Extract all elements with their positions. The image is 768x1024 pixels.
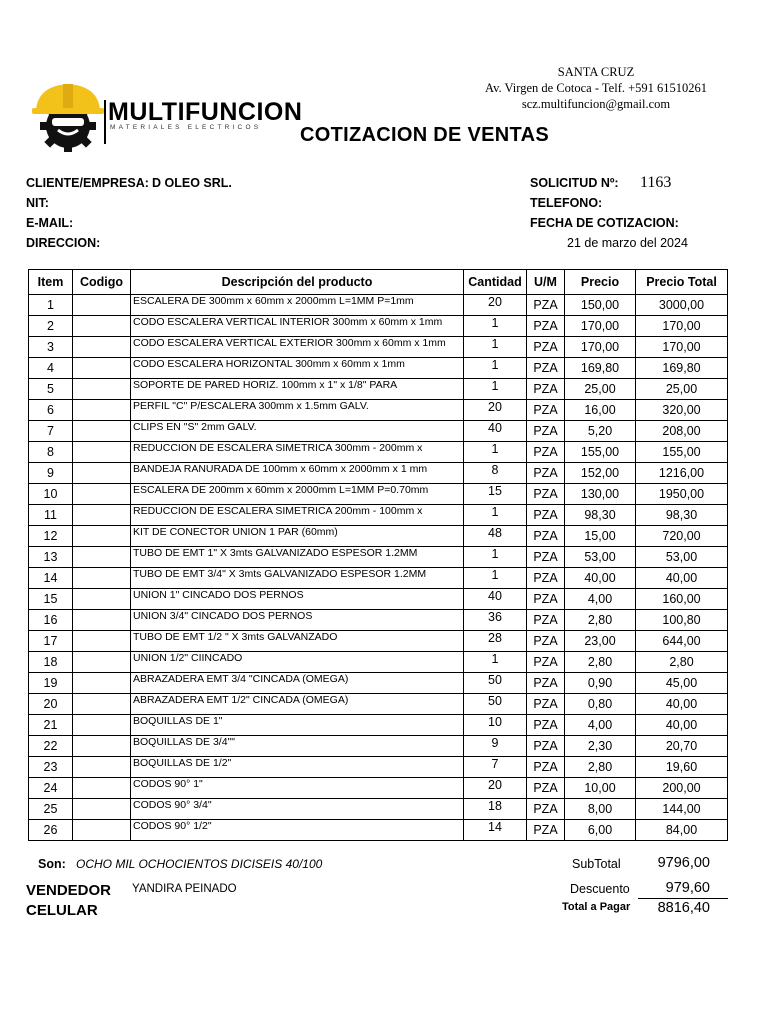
brand-divider [104, 100, 106, 144]
cell-item: 18 [29, 652, 73, 673]
cell-unit: PZA [527, 694, 565, 715]
cell-code [73, 799, 131, 820]
cell-price: 98,30 [565, 505, 636, 526]
document-title: COTIZACION DE VENTAS [300, 124, 549, 146]
cell-price: 2,80 [565, 757, 636, 778]
table-row [29, 694, 728, 715]
table-row [29, 505, 728, 526]
header-quantity: Cantidad [464, 270, 527, 295]
table-row [29, 295, 728, 316]
cell-quantity: 15 [464, 484, 527, 505]
cell-unit: PZA [527, 358, 565, 379]
cell-description: REDUCCION DE ESCALERA SIMETRICA 300mm - 200mm x [131, 442, 464, 463]
table-row [29, 442, 728, 463]
cell-description: BANDEJA RANURADA DE 100mm x 60mm x 2000mm x 1 mm [131, 463, 464, 484]
cell-code [73, 610, 131, 631]
cell-item: 17 [29, 631, 73, 652]
cell-total: 53,00 [636, 547, 728, 568]
cell-quantity: 1 [464, 316, 527, 337]
cell-code [73, 631, 131, 652]
cell-code [73, 526, 131, 547]
cell-price: 150,00 [565, 295, 636, 316]
cell-total: 320,00 [636, 400, 728, 421]
cell-code [73, 568, 131, 589]
cell-unit: PZA [527, 652, 565, 673]
table-row [29, 337, 728, 358]
subtotal-value: 9796,00 [657, 855, 710, 871]
cell-total: 25,00 [636, 379, 728, 400]
header-total: Precio Total [636, 270, 728, 295]
cell-total: 720,00 [636, 526, 728, 547]
cell-description: SOPORTE DE PARED HORIZ. 100mm x 1" x 1/8" PARA [131, 379, 464, 400]
table-row [29, 673, 728, 694]
cell-unit: PZA [527, 631, 565, 652]
cell-code [73, 694, 131, 715]
cell-unit: PZA [527, 799, 565, 820]
cell-description: REDUCCION DE ESCALERA SIMETRICA 200mm - 100mm x [131, 505, 464, 526]
cell-price: 6,00 [565, 820, 636, 841]
cell-total: 644,00 [636, 631, 728, 652]
cell-description: KIT DE CONECTOR UNION 1 PAR (60mm) [131, 526, 464, 547]
cell-unit: PZA [527, 736, 565, 757]
cell-description: PERFIL "C" P/ESCALERA 300mm x 1.5mm GALV. [131, 400, 464, 421]
cell-quantity: 50 [464, 694, 527, 715]
cell-description: ABRAZADERA EMT 3/4 "CINCADA (OMEGA) [131, 673, 464, 694]
cell-price: 40,00 [565, 568, 636, 589]
cell-quantity: 20 [464, 778, 527, 799]
cell-total: 144,00 [636, 799, 728, 820]
cell-unit: PZA [527, 568, 565, 589]
cell-price: 170,00 [565, 337, 636, 358]
table-row [29, 484, 728, 505]
nit-label: NIT: [26, 196, 49, 210]
table-row [29, 652, 728, 673]
cell-item: 19 [29, 673, 73, 694]
table-row [29, 568, 728, 589]
cell-total: 208,00 [636, 421, 728, 442]
email-label: E-MAIL: [26, 216, 74, 230]
cell-unit: PZA [527, 421, 565, 442]
table-row [29, 358, 728, 379]
cell-quantity: 50 [464, 673, 527, 694]
cell-total: 84,00 [636, 820, 728, 841]
cell-unit: PZA [527, 715, 565, 736]
cell-quantity: 18 [464, 799, 527, 820]
cell-unit: PZA [527, 820, 565, 841]
subtotal-label: SubTotal [572, 857, 621, 871]
cell-code [73, 337, 131, 358]
cell-description: TUBO DE EMT 1" X 3mts GALVANIZADO ESPESOR 1.2MM [131, 547, 464, 568]
cell-item: 23 [29, 757, 73, 778]
table-row [29, 778, 728, 799]
cell-price: 0,80 [565, 694, 636, 715]
cell-description: CODOS 90° 3/4" [131, 799, 464, 820]
cell-code [73, 589, 131, 610]
cell-price: 25,00 [565, 379, 636, 400]
cell-code [73, 547, 131, 568]
client-label: CLIENTE/EMPRESA: [26, 176, 149, 190]
cell-price: 15,00 [565, 526, 636, 547]
cell-total: 200,00 [636, 778, 728, 799]
cell-unit: PZA [527, 379, 565, 400]
cell-description: ESCALERA DE 300mm x 60mm x 2000mm L=1MM P=1mm [131, 295, 464, 316]
cell-label: CELULAR [26, 902, 98, 919]
cell-quantity: 1 [464, 358, 527, 379]
cell-unit: PZA [527, 442, 565, 463]
brand-tagline: MATERIALES ELECTRICOS [110, 124, 262, 131]
cell-quantity: 36 [464, 610, 527, 631]
cell-price: 2,80 [565, 610, 636, 631]
cell-quantity: 8 [464, 463, 527, 484]
cell-quantity: 20 [464, 295, 527, 316]
cell-item: 24 [29, 778, 73, 799]
client-value: D OLEO SRL. [152, 176, 232, 190]
cell-price: 8,00 [565, 799, 636, 820]
cell-description: CODO ESCALERA VERTICAL INTERIOR 300mm x 60mm x 1mm [131, 316, 464, 337]
cell-price: 169,80 [565, 358, 636, 379]
cell-item: 11 [29, 505, 73, 526]
discount-value: 979,60 [665, 880, 710, 896]
cell-description: CLIPS EN "S" 2mm GALV. [131, 421, 464, 442]
request-label: SOLICITUD Nº: [530, 176, 619, 190]
cell-quantity: 20 [464, 400, 527, 421]
cell-unit: PZA [527, 505, 565, 526]
cell-item: 26 [29, 820, 73, 841]
cell-item: 3 [29, 337, 73, 358]
company-address: Av. Virgen de Cotoca - Telf. +591 61510261 [484, 81, 708, 95]
cell-price: 155,00 [565, 442, 636, 463]
cell-code [73, 778, 131, 799]
cell-description: UNION 1" CINCADO DOS PERNOS [131, 589, 464, 610]
total-label: Total a Pagar [562, 901, 631, 913]
cell-description: BOQUILLAS DE 1" [131, 715, 464, 736]
header-price: Precio [565, 270, 636, 295]
cell-code [73, 295, 131, 316]
cell-price: 4,00 [565, 589, 636, 610]
cell-item: 15 [29, 589, 73, 610]
cell-item: 20 [29, 694, 73, 715]
seller-label: VENDEDOR [26, 882, 112, 899]
cell-total: 170,00 [636, 316, 728, 337]
cell-item: 13 [29, 547, 73, 568]
cell-item: 4 [29, 358, 73, 379]
cell-total: 100,80 [636, 610, 728, 631]
cell-unit: PZA [527, 589, 565, 610]
cell-description: ABRAZADERA EMT 1/2" CINCADA (OMEGA) [131, 694, 464, 715]
cell-unit: PZA [527, 526, 565, 547]
cell-total: 20,70 [636, 736, 728, 757]
cell-item: 22 [29, 736, 73, 757]
cell-code [73, 379, 131, 400]
cell-quantity: 1 [464, 337, 527, 358]
cell-code [73, 400, 131, 421]
table-row [29, 799, 728, 820]
cell-quantity: 9 [464, 736, 527, 757]
cell-item: 21 [29, 715, 73, 736]
table-row [29, 526, 728, 547]
cell-code [73, 820, 131, 841]
cell-price: 2,30 [565, 736, 636, 757]
table-row [29, 715, 728, 736]
cell-code [73, 757, 131, 778]
cell-price: 16,00 [565, 400, 636, 421]
total-divider [638, 898, 728, 899]
cell-item: 9 [29, 463, 73, 484]
table-row [29, 736, 728, 757]
cell-price: 4,00 [565, 715, 636, 736]
cell-item: 5 [29, 379, 73, 400]
cell-unit: PZA [527, 673, 565, 694]
cell-total: 160,00 [636, 589, 728, 610]
header-item: Item [29, 270, 73, 295]
cell-unit: PZA [527, 295, 565, 316]
cell-quantity: 14 [464, 820, 527, 841]
request-number: 1163 [640, 174, 672, 191]
cell-unit: PZA [527, 484, 565, 505]
table-row [29, 757, 728, 778]
cell-quantity: 48 [464, 526, 527, 547]
cell-price: 0,90 [565, 673, 636, 694]
cell-description: UNION 3/4" CINCADO DOS PERNOS [131, 610, 464, 631]
cell-price: 5,20 [565, 421, 636, 442]
amount-words-value: OCHO MIL OCHOCIENTOS DICISEIS 40/100 [76, 857, 323, 871]
table-row [29, 631, 728, 652]
cell-description: UNION 1/2" CIINCADO [131, 652, 464, 673]
phone-label: TELEFONO: [530, 196, 603, 210]
cell-item: 10 [29, 484, 73, 505]
cell-total: 40,00 [636, 715, 728, 736]
cell-description: BOQUILLAS DE 3/4"" [131, 736, 464, 757]
cell-code [73, 484, 131, 505]
date-value: 21 de marzo del 2024 [567, 236, 688, 250]
cell-item: 7 [29, 421, 73, 442]
helmet-icon [32, 84, 104, 114]
cell-quantity: 40 [464, 421, 527, 442]
header-description: Descripción del producto [131, 270, 464, 295]
cell-code [73, 421, 131, 442]
cell-total: 169,80 [636, 358, 728, 379]
company-contact [420, 64, 768, 112]
cell-quantity: 1 [464, 568, 527, 589]
cell-description: BOQUILLAS DE 1/2" [131, 757, 464, 778]
cell-item: 8 [29, 442, 73, 463]
table-row [29, 589, 728, 610]
cell-quantity: 1 [464, 547, 527, 568]
cell-code [73, 358, 131, 379]
header-unit: U/M [527, 270, 565, 295]
cell-quantity: 1 [464, 505, 527, 526]
cell-code [73, 673, 131, 694]
cell-total: 19,60 [636, 757, 728, 778]
cell-code [73, 442, 131, 463]
table-row [29, 379, 728, 400]
cell-item: 6 [29, 400, 73, 421]
cell-unit: PZA [527, 463, 565, 484]
cell-unit: PZA [527, 316, 565, 337]
cell-total: 40,00 [636, 694, 728, 715]
cell-total: 170,00 [636, 337, 728, 358]
cell-unit: PZA [527, 400, 565, 421]
table-row [29, 421, 728, 442]
date-label: FECHA DE COTIZACION: [530, 216, 679, 230]
cell-total: 2,80 [636, 652, 728, 673]
cell-code [73, 715, 131, 736]
cell-price: 10,00 [565, 778, 636, 799]
cell-total: 1216,00 [636, 463, 728, 484]
cell-total: 98,30 [636, 505, 728, 526]
cell-description: ESCALERA DE 200mm x 60mm x 2000mm L=1MM P=0.70mm [131, 484, 464, 505]
cell-price: 170,00 [565, 316, 636, 337]
cell-price: 130,00 [565, 484, 636, 505]
cell-unit: PZA [527, 547, 565, 568]
cell-code [73, 505, 131, 526]
cell-description: TUBO DE EMT 1/2 " X 3mts GALVANZADO [131, 631, 464, 652]
discount-label: Descuento [570, 882, 630, 896]
table-row [29, 463, 728, 484]
items-table [28, 269, 728, 841]
cell-item: 16 [29, 610, 73, 631]
cell-total: 40,00 [636, 568, 728, 589]
cell-item: 14 [29, 568, 73, 589]
amount-words-label: Son: [38, 857, 66, 871]
brand-name: MULTIFUNCION [108, 98, 303, 126]
table-row [29, 400, 728, 421]
table-row [29, 316, 728, 337]
cell-price: 23,00 [565, 631, 636, 652]
cell-quantity: 1 [464, 652, 527, 673]
table-row [29, 547, 728, 568]
cell-description: CODOS 90° 1" [131, 778, 464, 799]
cell-quantity: 1 [464, 442, 527, 463]
cell-price: 2,80 [565, 652, 636, 673]
cell-total: 1950,00 [636, 484, 728, 505]
cell-quantity: 28 [464, 631, 527, 652]
cell-price: 53,00 [565, 547, 636, 568]
address-label: DIRECCION: [26, 236, 101, 250]
header-code: Codigo [73, 270, 131, 295]
company-city: SANTA CRUZ [557, 65, 635, 79]
cell-item: 2 [29, 316, 73, 337]
table-row [29, 820, 728, 841]
cell-quantity: 7 [464, 757, 527, 778]
cell-item: 25 [29, 799, 73, 820]
cell-unit: PZA [527, 610, 565, 631]
cell-item: 1 [29, 295, 73, 316]
seller-value: YANDIRA PEINADO [132, 883, 237, 895]
cell-total: 3000,00 [636, 295, 728, 316]
total-value: 8816,40 [657, 900, 710, 916]
cell-description: CODOS 90° 1/2" [131, 820, 464, 841]
cell-code [73, 736, 131, 757]
cell-unit: PZA [527, 757, 565, 778]
cell-description: TUBO DE EMT 3/4" X 3mts GALVANIZADO ESPESOR 1.2MM [131, 568, 464, 589]
cell-item: 12 [29, 526, 73, 547]
cell-quantity: 40 [464, 589, 527, 610]
cell-total: 155,00 [636, 442, 728, 463]
table-header-row [29, 270, 728, 295]
cell-quantity: 1 [464, 379, 527, 400]
cell-unit: PZA [527, 337, 565, 358]
cell-unit: PZA [527, 778, 565, 799]
cell-description: CODO ESCALERA HORIZONTAL 300mm x 60mm x 1mm [131, 358, 464, 379]
cell-price: 152,00 [565, 463, 636, 484]
cell-code [73, 316, 131, 337]
cell-quantity: 10 [464, 715, 527, 736]
company-email: scz.multifuncion@gmail.com [521, 97, 671, 111]
table-row [29, 610, 728, 631]
cell-total: 45,00 [636, 673, 728, 694]
cell-code [73, 652, 131, 673]
cell-code [73, 463, 131, 484]
cell-description: CODO ESCALERA VERTICAL EXTERIOR 300mm x 60mm x 1mm [131, 337, 464, 358]
